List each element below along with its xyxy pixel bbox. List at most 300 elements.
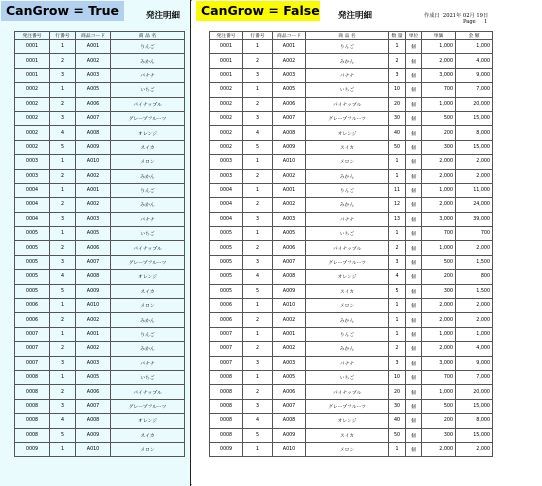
table-row bbox=[210, 198, 493, 212]
table-cell: 個 bbox=[406, 198, 422, 212]
table-cell: A007 bbox=[76, 255, 111, 269]
table-cell: 0008 bbox=[15, 370, 50, 384]
table-row bbox=[15, 241, 185, 255]
table-cell: 300 bbox=[422, 284, 456, 298]
table-cell: グレープフルーツ bbox=[111, 399, 185, 413]
table-cell: 0001 bbox=[210, 68, 243, 82]
table-cell: A005 bbox=[273, 370, 306, 384]
table-cell: A002 bbox=[273, 342, 306, 356]
table-cell: 4 bbox=[243, 270, 273, 284]
page-number: 1 bbox=[484, 19, 488, 25]
table-cell: 0002 bbox=[210, 83, 243, 97]
table-cell: 1 bbox=[243, 299, 273, 313]
column-header: 金 額 bbox=[456, 32, 493, 40]
table-cell: 1,000 bbox=[456, 327, 493, 341]
table-cell: オレンジ bbox=[306, 126, 389, 140]
table-cell: 15,000 bbox=[456, 140, 493, 154]
table-cell: 0009 bbox=[15, 442, 50, 456]
table-cell: 1 bbox=[389, 40, 406, 54]
table-row bbox=[15, 54, 185, 68]
table-cell: 0004 bbox=[15, 183, 50, 197]
cangrow-false-label: CanGrow = False bbox=[196, 1, 320, 21]
table-cell: A005 bbox=[273, 83, 306, 97]
table-cell: 2 bbox=[50, 385, 76, 399]
table-cell: メロン bbox=[111, 155, 185, 169]
table-cell: 11,000 bbox=[456, 183, 493, 197]
table-row bbox=[210, 183, 493, 197]
table-cell: 3 bbox=[50, 68, 76, 82]
column-header: 単価 bbox=[422, 32, 456, 40]
table-cell: 0008 bbox=[15, 428, 50, 442]
table-row bbox=[210, 227, 493, 241]
table-row bbox=[15, 155, 185, 169]
table-cell: メロン bbox=[111, 442, 185, 456]
table-cell: 0008 bbox=[210, 370, 243, 384]
table-cell: A008 bbox=[76, 270, 111, 284]
table-cell: 11 bbox=[389, 183, 406, 197]
table-cell: みかん bbox=[306, 169, 389, 183]
table-cell: パイナップル bbox=[111, 241, 185, 255]
report-preview-cangrow-false bbox=[192, 0, 541, 486]
table-cell: いちご bbox=[306, 370, 389, 384]
table-cell: 2,000 bbox=[422, 54, 456, 68]
table-cell: 0003 bbox=[210, 155, 243, 169]
table-cell: A006 bbox=[76, 385, 111, 399]
table-row bbox=[210, 270, 493, 284]
order-detail-table bbox=[209, 31, 493, 457]
table-cell: 3 bbox=[243, 68, 273, 82]
table-cell: 0002 bbox=[15, 111, 50, 125]
table-cell: 1 bbox=[389, 442, 406, 456]
table-cell: 0008 bbox=[15, 399, 50, 413]
table-cell: 個 bbox=[406, 385, 422, 399]
table-cell: グレープフルーツ bbox=[306, 111, 389, 125]
table-cell: 4,000 bbox=[456, 342, 493, 356]
table-cell: りんご bbox=[306, 327, 389, 341]
table-cell: 3 bbox=[50, 212, 76, 226]
table-row bbox=[15, 385, 185, 399]
table-cell: 個 bbox=[406, 126, 422, 140]
table-row bbox=[210, 356, 493, 370]
table-cell: A002 bbox=[76, 198, 111, 212]
table-cell: スイカ bbox=[111, 428, 185, 442]
table-cell: 2,000 bbox=[422, 313, 456, 327]
table-cell: 2,000 bbox=[422, 169, 456, 183]
table-cell: 13 bbox=[389, 212, 406, 226]
table-cell: スイカ bbox=[111, 140, 185, 154]
table-cell: 個 bbox=[406, 284, 422, 298]
table-cell: 1,500 bbox=[456, 284, 493, 298]
column-header: 発注番号 bbox=[210, 32, 243, 40]
table-cell: 2,000 bbox=[422, 299, 456, 313]
table-cell: 3 bbox=[243, 399, 273, 413]
table-cell: 1,000 bbox=[422, 241, 456, 255]
table-cell: スイカ bbox=[306, 140, 389, 154]
table-cell: 2,000 bbox=[456, 241, 493, 255]
table-cell: 2 bbox=[243, 97, 273, 111]
table-cell: スイカ bbox=[306, 284, 389, 298]
table-cell: 3 bbox=[389, 68, 406, 82]
table-cell: A005 bbox=[76, 227, 111, 241]
table-cell: パイナップル bbox=[111, 97, 185, 111]
table-cell: A002 bbox=[76, 342, 111, 356]
table-cell: 0005 bbox=[15, 227, 50, 241]
table-cell: 個 bbox=[406, 442, 422, 456]
table-cell: 1 bbox=[243, 227, 273, 241]
table-cell: 個 bbox=[406, 428, 422, 442]
table-cell: 0005 bbox=[15, 284, 50, 298]
table-row bbox=[15, 212, 185, 226]
table-cell: 1 bbox=[50, 83, 76, 97]
created-date-line bbox=[424, 12, 488, 19]
table-cell: 2 bbox=[50, 313, 76, 327]
table-cell: 1,000 bbox=[422, 327, 456, 341]
table-cell: 個 bbox=[406, 327, 422, 341]
table-cell: 0001 bbox=[15, 54, 50, 68]
table-cell: 0008 bbox=[15, 414, 50, 428]
table-cell: 2 bbox=[243, 198, 273, 212]
table-cell: A002 bbox=[273, 313, 306, 327]
table-cell: 9,000 bbox=[456, 356, 493, 370]
table-cell: 個 bbox=[406, 83, 422, 97]
table-cell: 15,000 bbox=[456, 428, 493, 442]
table-cell: 1,000 bbox=[456, 40, 493, 54]
column-header: 商品コード bbox=[76, 32, 111, 40]
table-row bbox=[15, 399, 185, 413]
table-cell: 0002 bbox=[210, 97, 243, 111]
table-cell: 3 bbox=[389, 255, 406, 269]
table-cell: 3 bbox=[50, 399, 76, 413]
table-cell: 50 bbox=[389, 140, 406, 154]
table-cell: 0001 bbox=[210, 40, 243, 54]
table-cell: りんご bbox=[111, 183, 185, 197]
table-cell: 300 bbox=[422, 428, 456, 442]
table-cell: 800 bbox=[456, 270, 493, 284]
table-cell: A010 bbox=[273, 299, 306, 313]
table-row bbox=[210, 40, 493, 54]
table-cell: 200 bbox=[422, 414, 456, 428]
table-cell: りんご bbox=[111, 40, 185, 54]
table-cell: 0005 bbox=[210, 227, 243, 241]
table-cell: A007 bbox=[273, 399, 306, 413]
table-cell: グレープフルーツ bbox=[306, 399, 389, 413]
table-cell: 7,000 bbox=[456, 370, 493, 384]
table-cell: 3,000 bbox=[422, 68, 456, 82]
table-cell: 3 bbox=[50, 111, 76, 125]
table-cell: パイナップル bbox=[306, 97, 389, 111]
table-cell: メロン bbox=[111, 299, 185, 313]
table-cell: 9,000 bbox=[456, 68, 493, 82]
table-cell: オレンジ bbox=[306, 270, 389, 284]
table-cell: 0004 bbox=[210, 183, 243, 197]
table-cell: 0005 bbox=[210, 270, 243, 284]
table-cell: 0003 bbox=[15, 169, 50, 183]
table-cell: 0002 bbox=[15, 83, 50, 97]
table-cell: 個 bbox=[406, 40, 422, 54]
table-cell: いちご bbox=[306, 83, 389, 97]
table-cell: 0005 bbox=[210, 241, 243, 255]
table-cell: 0003 bbox=[15, 155, 50, 169]
table-cell: 2 bbox=[50, 342, 76, 356]
table-row bbox=[15, 342, 185, 356]
table-cell: オレンジ bbox=[111, 414, 185, 428]
table-cell: 0008 bbox=[210, 385, 243, 399]
table-cell: A007 bbox=[76, 111, 111, 125]
table-cell: 0006 bbox=[15, 299, 50, 313]
table-cell: いちご bbox=[306, 227, 389, 241]
table-cell: 40 bbox=[389, 414, 406, 428]
column-header: 行番号 bbox=[243, 32, 273, 40]
table-cell: 15,000 bbox=[456, 111, 493, 125]
table-cell: 0002 bbox=[15, 126, 50, 140]
table-row bbox=[15, 227, 185, 241]
table-cell: いちご bbox=[111, 227, 185, 241]
table-cell: 1 bbox=[389, 169, 406, 183]
table-row bbox=[210, 54, 493, 68]
table-cell: 2 bbox=[50, 241, 76, 255]
table-cell: バナナ bbox=[306, 356, 389, 370]
table-cell: 20 bbox=[389, 97, 406, 111]
table-cell: 2 bbox=[243, 241, 273, 255]
table-row bbox=[15, 169, 185, 183]
table-cell: みかん bbox=[306, 313, 389, 327]
table-cell: 0005 bbox=[15, 241, 50, 255]
table-cell: 個 bbox=[406, 54, 422, 68]
table-row bbox=[15, 140, 185, 154]
table-cell: 個 bbox=[406, 111, 422, 125]
table-cell: 2,000 bbox=[422, 342, 456, 356]
table-cell: 3 bbox=[50, 356, 76, 370]
table-cell: 0008 bbox=[210, 428, 243, 442]
table-cell: 700 bbox=[456, 227, 493, 241]
table-cell: 15,000 bbox=[456, 399, 493, 413]
table-cell: みかん bbox=[111, 54, 185, 68]
table-cell: 1 bbox=[243, 327, 273, 341]
table-row bbox=[210, 327, 493, 341]
table-cell: 0006 bbox=[15, 313, 50, 327]
table-cell: 4 bbox=[243, 126, 273, 140]
table-cell: 8,000 bbox=[456, 126, 493, 140]
table-row bbox=[15, 126, 185, 140]
table-cell: A003 bbox=[273, 68, 306, 82]
table-cell: 0007 bbox=[15, 356, 50, 370]
table-cell: A009 bbox=[273, 284, 306, 298]
table-cell: 30 bbox=[389, 111, 406, 125]
table-cell: A002 bbox=[273, 54, 306, 68]
table-cell: 7,000 bbox=[456, 83, 493, 97]
table-cell: 5 bbox=[50, 428, 76, 442]
table-cell: 1 bbox=[389, 155, 406, 169]
table-cell: 1 bbox=[389, 327, 406, 341]
table-cell: 0004 bbox=[15, 212, 50, 226]
table-cell: 1 bbox=[389, 227, 406, 241]
table-cell: 個 bbox=[406, 299, 422, 313]
table-cell: 24,000 bbox=[456, 198, 493, 212]
table-cell: りんご bbox=[306, 40, 389, 54]
table-cell: 1,000 bbox=[422, 97, 456, 111]
table-cell: 3 bbox=[243, 356, 273, 370]
table-cell: 0007 bbox=[210, 356, 243, 370]
table-cell: 5 bbox=[243, 428, 273, 442]
table-cell: 50 bbox=[389, 428, 406, 442]
table-cell: A003 bbox=[76, 356, 111, 370]
table-cell: 2 bbox=[243, 313, 273, 327]
column-header: 商 品 名 bbox=[111, 32, 185, 40]
table-cell: A005 bbox=[76, 83, 111, 97]
table-cell: 20,000 bbox=[456, 385, 493, 399]
table-cell: 0006 bbox=[210, 313, 243, 327]
created-label: 作成日 bbox=[424, 13, 440, 19]
table-cell: A008 bbox=[273, 126, 306, 140]
table-cell: 2,000 bbox=[422, 155, 456, 169]
table-cell: 1 bbox=[389, 299, 406, 313]
table-cell: 1 bbox=[50, 299, 76, 313]
table-cell: 1 bbox=[50, 227, 76, 241]
table-cell: 個 bbox=[406, 227, 422, 241]
table-row bbox=[210, 414, 493, 428]
table-row bbox=[210, 140, 493, 154]
table-cell: 個 bbox=[406, 169, 422, 183]
table-cell: 0009 bbox=[210, 442, 243, 456]
table-row bbox=[15, 313, 185, 327]
table-cell: 2,000 bbox=[456, 299, 493, 313]
report-preview-cangrow-true bbox=[0, 0, 191, 486]
table-cell: 3 bbox=[50, 255, 76, 269]
table-cell: 2,000 bbox=[422, 198, 456, 212]
column-header: 行番号 bbox=[50, 32, 76, 40]
table-cell: 4 bbox=[389, 270, 406, 284]
table-cell: A003 bbox=[76, 212, 111, 226]
table-row bbox=[15, 83, 185, 97]
table-cell: 700 bbox=[422, 83, 456, 97]
table-cell: 2 bbox=[243, 54, 273, 68]
table-cell: パイナップル bbox=[306, 241, 389, 255]
table-cell: 0007 bbox=[210, 327, 243, 341]
table-cell: A006 bbox=[76, 97, 111, 111]
table-row bbox=[15, 40, 185, 54]
table-cell: A008 bbox=[273, 270, 306, 284]
table-cell: A007 bbox=[273, 255, 306, 269]
table-cell: 0005 bbox=[210, 284, 243, 298]
report-title: 発注明細 bbox=[146, 11, 181, 21]
table-cell: みかん bbox=[306, 198, 389, 212]
table-cell: A009 bbox=[273, 428, 306, 442]
table-cell: 0002 bbox=[210, 111, 243, 125]
table-row bbox=[210, 342, 493, 356]
table-cell: 0002 bbox=[15, 140, 50, 154]
table-cell: みかん bbox=[111, 313, 185, 327]
table-cell: 200 bbox=[422, 270, 456, 284]
table-cell: 個 bbox=[406, 212, 422, 226]
table-cell: 4 bbox=[50, 270, 76, 284]
table-row bbox=[15, 284, 185, 298]
table-row bbox=[210, 442, 493, 456]
table-cell: 10 bbox=[389, 370, 406, 384]
table-cell: 3 bbox=[243, 111, 273, 125]
table-cell: 2 bbox=[243, 169, 273, 183]
table-cell: A001 bbox=[273, 327, 306, 341]
table-cell: バナナ bbox=[111, 356, 185, 370]
table-cell: 1 bbox=[243, 155, 273, 169]
table-cell: りんご bbox=[306, 183, 389, 197]
table-cell: パイナップル bbox=[306, 385, 389, 399]
table-cell: 2 bbox=[50, 169, 76, 183]
report-title: 発注明細 bbox=[338, 11, 373, 21]
table-cell: 40 bbox=[389, 126, 406, 140]
table-cell: りんご bbox=[111, 327, 185, 341]
table-cell: 個 bbox=[406, 313, 422, 327]
table-cell: A010 bbox=[273, 442, 306, 456]
table-cell: 500 bbox=[422, 255, 456, 269]
table-cell: 1 bbox=[243, 442, 273, 456]
table-row bbox=[15, 414, 185, 428]
table-row bbox=[210, 126, 493, 140]
table-cell: 200 bbox=[422, 126, 456, 140]
table-cell: バナナ bbox=[111, 68, 185, 82]
table-cell: A002 bbox=[76, 169, 111, 183]
table-cell: 個 bbox=[406, 241, 422, 255]
table-cell: 0001 bbox=[210, 54, 243, 68]
table-cell: 個 bbox=[406, 370, 422, 384]
table-row bbox=[210, 313, 493, 327]
table-cell: A010 bbox=[273, 155, 306, 169]
table-row bbox=[15, 111, 185, 125]
table-cell: 4 bbox=[50, 414, 76, 428]
table-cell: 1,000 bbox=[422, 40, 456, 54]
order-detail-table bbox=[14, 31, 185, 457]
table-cell: 2 bbox=[50, 54, 76, 68]
table-cell: 1 bbox=[50, 40, 76, 54]
table-cell: 0007 bbox=[15, 327, 50, 341]
table-row bbox=[15, 198, 185, 212]
table-cell: 0003 bbox=[210, 169, 243, 183]
table-cell: A009 bbox=[273, 140, 306, 154]
table-cell: 個 bbox=[406, 97, 422, 111]
table-cell: 2,000 bbox=[456, 155, 493, 169]
table-row bbox=[15, 270, 185, 284]
table-row bbox=[15, 255, 185, 269]
table-cell: A008 bbox=[76, 126, 111, 140]
table-cell: 2 bbox=[389, 342, 406, 356]
table-cell: 0006 bbox=[210, 299, 243, 313]
table-cell: 2 bbox=[389, 54, 406, 68]
table-cell: 3 bbox=[243, 255, 273, 269]
table-cell: 1 bbox=[50, 442, 76, 456]
table-cell: いちご bbox=[111, 83, 185, 97]
table-cell: A006 bbox=[273, 385, 306, 399]
table-cell: 1 bbox=[243, 83, 273, 97]
table-cell: 700 bbox=[422, 370, 456, 384]
table-cell: 3 bbox=[389, 356, 406, 370]
table-cell: オレンジ bbox=[111, 270, 185, 284]
table-cell: 1 bbox=[243, 183, 273, 197]
table-cell: 0004 bbox=[210, 198, 243, 212]
table-cell: 0007 bbox=[15, 342, 50, 356]
table-cell: グレープフルーツ bbox=[306, 255, 389, 269]
table-row bbox=[210, 255, 493, 269]
table-cell: 0004 bbox=[15, 198, 50, 212]
table-cell: A005 bbox=[76, 370, 111, 384]
table-cell: A007 bbox=[76, 399, 111, 413]
table-cell: オレンジ bbox=[111, 126, 185, 140]
table-cell: バナナ bbox=[306, 68, 389, 82]
table-cell: 2,000 bbox=[456, 169, 493, 183]
table-cell: A001 bbox=[76, 40, 111, 54]
table-cell: 個 bbox=[406, 342, 422, 356]
page-label: Page bbox=[463, 19, 476, 25]
table-cell: 0001 bbox=[15, 68, 50, 82]
table-cell: バナナ bbox=[306, 212, 389, 226]
